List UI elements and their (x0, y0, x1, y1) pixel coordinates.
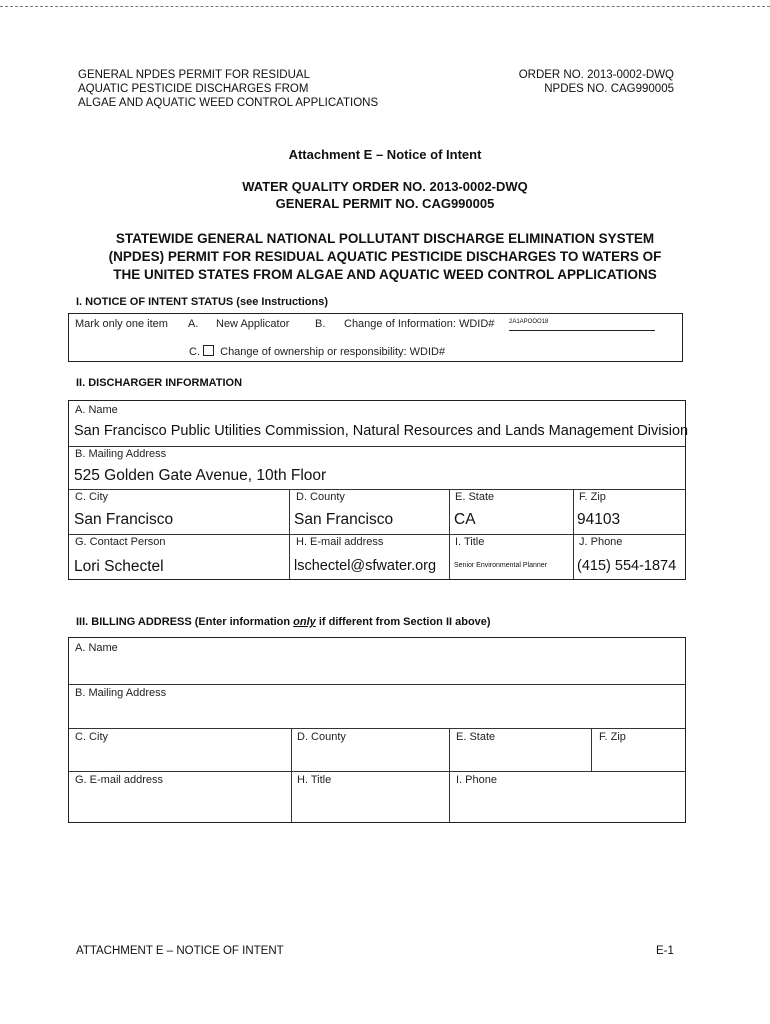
header-left-line: ALGAE AND AQUATIC WEED CONTROL APPLICATIONS (78, 97, 379, 109)
billing-county-label: D. County (297, 731, 346, 743)
npdes-number: NPDES NO. CAG990005 (544, 83, 674, 95)
billing-name-field[interactable] (73, 658, 673, 680)
header-left-line: GENERAL NPDES PERMIT FOR RESIDUAL (78, 69, 310, 81)
state-label: E. State (455, 491, 495, 503)
section2-heading: II. DISCHARGER INFORMATION (76, 377, 243, 389)
city-field[interactable]: San Francisco (74, 511, 174, 528)
statewide-title-line: STATEWIDE GENERAL NATIONAL POLLUTANT DISCHARGE ELIMINATION SYSTEM (115, 231, 655, 246)
zip-field[interactable]: 94103 (577, 511, 621, 528)
header-left-line: AQUATIC PESTICIDE DISCHARGES FROM (78, 83, 309, 95)
contact-person-field[interactable]: Lori Schectel (74, 558, 164, 575)
title-label: I. Title (455, 536, 485, 548)
option-a-letter: A. (188, 318, 199, 330)
billing-state-label: E. State (456, 731, 496, 743)
billing-mailing-label: B. Mailing Address (75, 687, 167, 699)
statewide-title-line: THE UNITED STATES FROM ALGAE AND AQUATIC WEED CONTROL APPLICATIONS (113, 267, 657, 282)
option-c-row (189, 345, 445, 358)
billing-city-label: C. City (75, 731, 108, 743)
section3-heading (76, 616, 491, 628)
email-field[interactable]: lschectel@sfwater.org (294, 558, 437, 574)
page-number: E-1 (656, 945, 674, 957)
discharger-info-table (68, 400, 689, 580)
city-label: C. City (75, 491, 108, 503)
state-field[interactable]: CA (454, 511, 476, 528)
billing-phone-label: I. Phone (456, 774, 497, 786)
order-title-line: WATER QUALITY ORDER NO. 2013-0002-DWQ (242, 179, 528, 194)
name-label: A. Name (75, 404, 118, 416)
notice-status-box (68, 313, 683, 362)
order-number: ORDER NO. 2013-0002-DWQ (518, 69, 674, 81)
wdid-b-field[interactable] (509, 318, 655, 331)
change-of-information-option[interactable]: Change of Information: WDID# (344, 318, 495, 330)
billing-name-label: A. Name (75, 642, 118, 654)
name-field[interactable]: San Francisco Public Utilities Commission, Natural Resources and Lands Management Division (74, 423, 689, 439)
billing-zip-label: F. Zip (599, 731, 626, 743)
contact-person-label: G. Contact Person (75, 536, 166, 548)
statewide-title (0, 230, 770, 284)
mark-only-label: Mark only one item (75, 318, 168, 330)
header-right (519, 68, 674, 96)
section3-heading-post: if different from Section II above) (315, 616, 491, 628)
title-field[interactable]: Senior Environmental Planner (454, 562, 547, 569)
section3-heading-pre: III. BILLING ADDRESS (Enter information (76, 616, 294, 628)
option-b-letter: B. (315, 318, 326, 330)
new-applicator-option[interactable]: New Applicator (216, 318, 290, 330)
checkbox-c[interactable] (203, 345, 214, 356)
order-title-line: GENERAL PERMIT NO. CAG990005 (275, 196, 495, 211)
wdid-b-value: 2A1APOOO18 (509, 319, 549, 325)
statewide-title-line: (NPDES) PERMIT FOR RESIDUAL AQUATIC PESTICIDE DISCHARGES TO WATERS OF (108, 249, 662, 264)
phone-field[interactable]: (415) 554-1874 (577, 558, 677, 574)
billing-address-table (68, 637, 686, 823)
zip-label: F. Zip (579, 491, 606, 503)
billing-mailing-field[interactable] (73, 702, 673, 724)
option-c-letter: C. (189, 346, 200, 358)
billing-title-label: H. Title (297, 774, 332, 786)
county-label: D. County (296, 491, 345, 503)
header-left (78, 68, 378, 110)
attachment-title: Attachment E – Notice of Intent (288, 147, 482, 162)
footer-title: ATTACHMENT E – NOTICE OF INTENT (76, 945, 284, 957)
phone-label: J. Phone (579, 536, 623, 548)
section1-heading: I. NOTICE OF INTENT STATUS (see Instructions) (76, 296, 328, 308)
scan-edge-line (0, 6, 770, 7)
mailing-address-label: B. Mailing Address (75, 448, 167, 460)
mailing-address-field[interactable]: 525 Golden Gate Avenue, 10th Floor (74, 467, 327, 484)
section3-heading-only: only (293, 616, 316, 628)
billing-email-label: G. E-mail address (75, 774, 164, 786)
order-title (0, 178, 770, 212)
change-of-ownership-option[interactable]: Change of ownership or responsibility: WDID# (220, 346, 446, 358)
email-label: H. E-mail address (296, 536, 384, 548)
county-field[interactable]: San Francisco (294, 511, 394, 528)
